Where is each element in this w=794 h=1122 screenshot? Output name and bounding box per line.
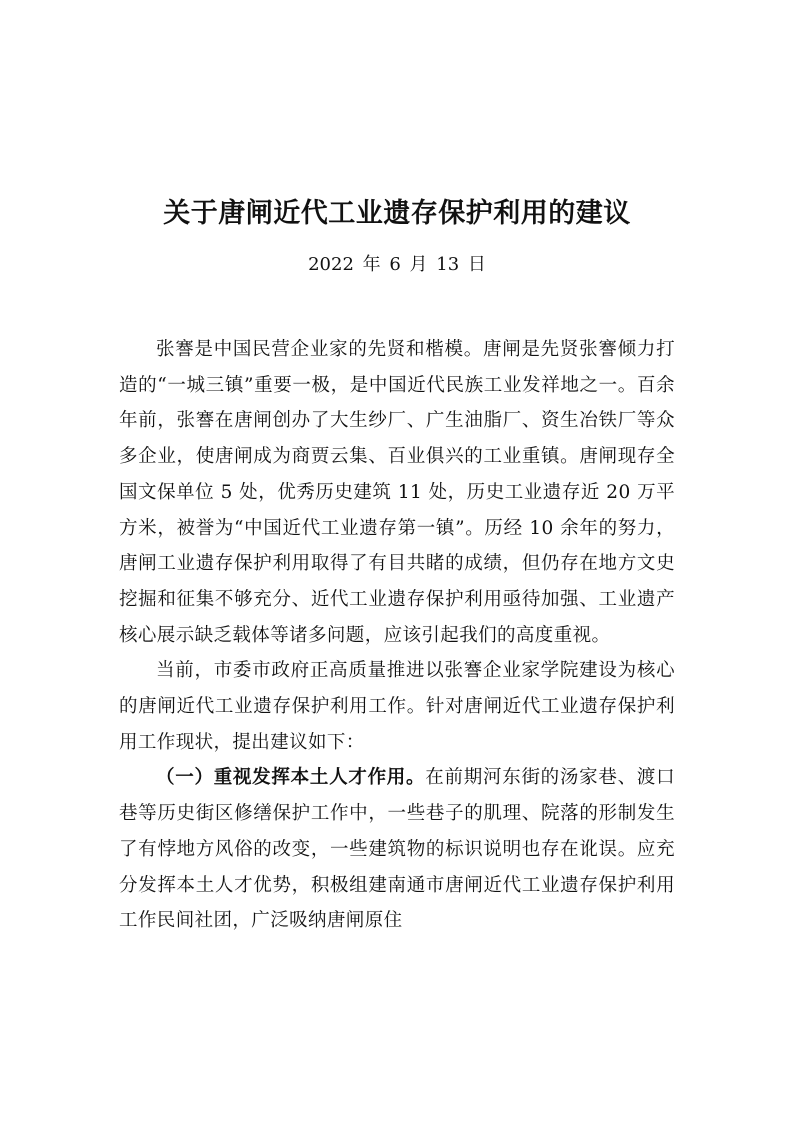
document-body [119,332,675,939]
paragraph-current-work: 当前，市委市政府正高质量推进以张謇企业家学院建设为核心的唐闸近代工业遗存保护利用工作。针对唐闸近代工业遗存保护利用工作现状，提出建议如下： [119,660,675,753]
section-1-heading: （一）重视发挥本土人才作用。 [156,767,426,789]
document-title: 关于唐闸近代工业遗存保护利用的建议 [163,198,631,229]
section-1-text: 在前期河东街的汤家巷、渡口巷等历史街区修缮保护工作中，一些巷子的肌理、院落的形制发生了有悖地方风俗的改变，一些建筑物的标识说明也存在讹误。应充分发挥本土人才优势，积极组建南通市唐闸近代工业遗存保护利用工作民间社团，广泛吸纳唐闸原住 [119,767,675,932]
paragraph-section-1 [119,760,675,939]
paragraph-intro: 张謇是中国民营企业家的先贤和楷模。唐闸是先贤张謇倾力打造的“一城三镇”重要一极，是中国近代民族工业发祥地之一。百余年前，张謇在唐闸创办了大生纱厂、广生油脂厂、资生冶铁厂等众多企业，使唐闸成为商贾云集、百业俱兴的工业重镇。唐闸现存全国文保单位 5 处，优秀历史建筑 11 处，历史工业遗存近 20 万平方米，被誉为“中国近代工业遗存第一镇”。历经 10 余年的努力，唐闸工业遗存保护利用取得了有目共睹的成绩，但仍存在地方文史挖掘和征集不够充分、近代工业遗存保护利用亟待加强、工业遗产核心展示缺乏载体等诸多问题，应该引起我们的高度重视。 [119,339,675,646]
document-date: 2022 年 6 月 13 日 [308,254,486,275]
